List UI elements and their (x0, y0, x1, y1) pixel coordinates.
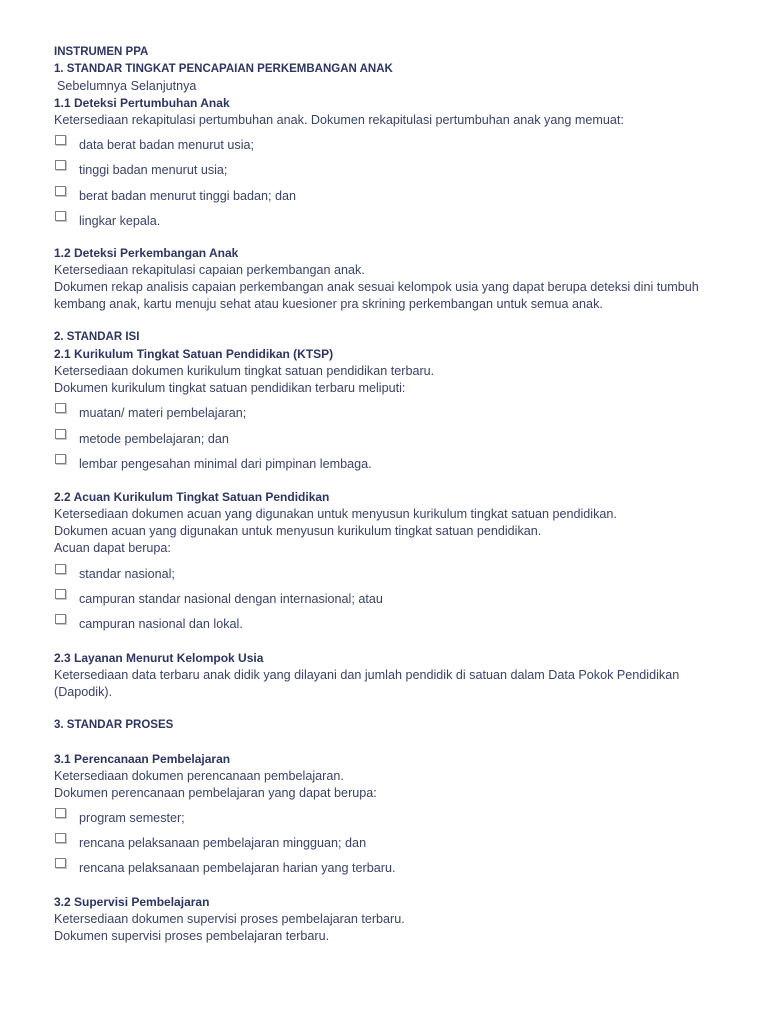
paragraph-line: Dokumen supervisi proses pembelajaran terbaru. (54, 929, 330, 943)
checkbox-icon (55, 833, 66, 843)
section-heading: 3.1 Perencanaan Pembelajaran (54, 752, 231, 766)
paragraph-line: kembang anak, kartu menuju sehat atau kuesioner pra skrining perkembangan untuk semua anak. (54, 297, 603, 311)
checkbox-icon (55, 403, 66, 413)
checkbox-icon (55, 454, 66, 464)
checklist-item-text: standar nasional; (79, 567, 175, 581)
paragraph-line: Ketersediaan data terbaru anak didik yang dilayani dan jumlah pendidik di satuan dalam Data Pokok Pendidikan (54, 668, 680, 682)
document-title: INSTRUMEN PPA (54, 46, 149, 58)
paragraph-line: Ketersediaan rekapitulasi capaian perkembangan anak. (54, 263, 365, 277)
paragraph-line: Ketersediaan dokumen acuan yang digunakan untuk menyusun kurikulum tingkat satuan pendidikan. (54, 507, 617, 521)
checklist-item-text: rencana pelaksanaan pembelajaran harian yang terbaru. (79, 861, 396, 875)
paragraph-line: Dokumen acuan yang digunakan untuk menyusun kurikulum tingkat satuan pendidikan. (54, 524, 542, 538)
section-heading: 1.2 Deteksi Perkembangan Anak (54, 246, 239, 260)
section-heading: 2.1 Kurikulum Tingkat Satuan Pendidikan (KTSP) (54, 347, 334, 361)
checklist-item-text: data berat badan menurut usia; (79, 138, 255, 152)
paragraph-line: Dokumen perencanaan pembelajaran yang dapat berupa: (54, 786, 377, 800)
section-heading: 1.1 Deteksi Pertumbuhan Anak (54, 96, 230, 110)
checklist-item-text: rencana pelaksanaan pembelajaran mingguan; dan (79, 836, 367, 850)
paragraph-line: Dokumen rekap analisis capaian perkembangan anak sesuai kelompok usia yang dapat berupa deteksi dini tumbuh (54, 280, 699, 294)
paragraph-line: Ketersediaan rekapitulasi pertumbuhan anak. Dokumen rekapitulasi pertumbuhan anak yang memuat: (54, 113, 624, 127)
paragraph-line: Ketersediaan dokumen supervisi proses pembelajaran terbaru. (54, 912, 405, 926)
checkbox-icon (55, 589, 66, 599)
nav-links (57, 78, 196, 95)
checkbox-icon (55, 211, 66, 221)
checklist-item-text: muatan/ materi pembelajaran; (79, 406, 247, 420)
checkbox-icon (55, 135, 66, 145)
checklist-item-text: lembar pengesahan minimal dari pimpinan lembaga. (79, 457, 372, 471)
paragraph-line: Ketersediaan dokumen kurikulum tingkat satuan pendidikan terbaru. (54, 364, 435, 378)
checkbox-icon (55, 429, 66, 439)
checkbox-icon (55, 186, 66, 196)
standard-heading: 3. STANDAR PROSES (54, 719, 174, 731)
checkbox-icon (55, 160, 66, 170)
previous-link[interactable]: Sebelumnya (57, 79, 128, 93)
checkbox-icon (55, 858, 66, 868)
next-link[interactable]: Selanjutnya (130, 79, 197, 93)
checklist-item-text: lingkar kepala. (79, 214, 161, 228)
checklist-item-text: metode pembelajaran; dan (79, 432, 229, 446)
section-heading: 2.2 Acuan Kurikulum Tingkat Satuan Pendidikan (54, 490, 330, 504)
checkbox-icon (55, 564, 66, 574)
section-heading: 3.2 Supervisi Pembelajaran (54, 895, 210, 909)
checklist-item-text: campuran nasional dan lokal. (79, 617, 243, 631)
standard-heading: 1. STANDAR TINGKAT PENCAPAIAN PERKEMBANGAN ANAK (54, 63, 393, 75)
checklist-item-text: berat badan menurut tinggi badan; dan (79, 189, 297, 203)
paragraph-line: Dokumen kurikulum tingkat satuan pendidikan terbaru meliputi: (54, 381, 406, 395)
checkbox-icon (55, 614, 66, 624)
standard-heading: 2. STANDAR ISI (54, 331, 140, 343)
checklist-item-text: tinggi badan menurut usia; (79, 163, 228, 177)
paragraph-line: (Dapodik). (54, 685, 113, 699)
paragraph-line: Ketersediaan dokumen perencanaan pembelajaran. (54, 769, 344, 783)
section-heading: 2.3 Layanan Menurut Kelompok Usia (54, 651, 264, 665)
checklist-item-text: campuran standar nasional dengan internasional; atau (79, 592, 383, 606)
paragraph-line: Acuan dapat berupa: (54, 541, 171, 555)
checkbox-icon (55, 808, 66, 818)
checklist-item-text: program semester; (79, 811, 185, 825)
